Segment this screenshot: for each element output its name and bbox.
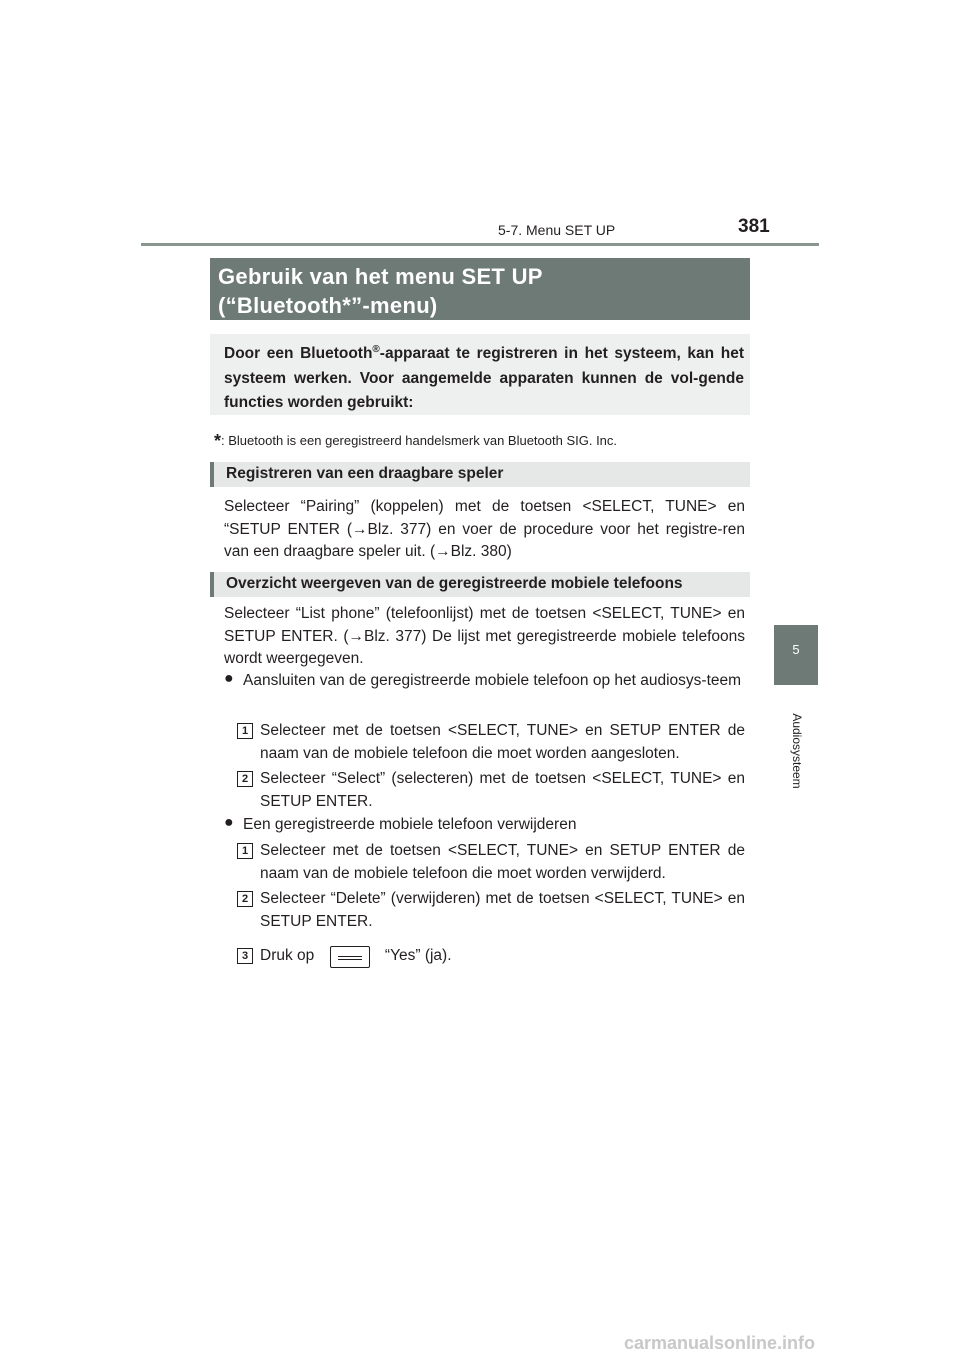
watermark: carmanualsonline.info [624, 1333, 816, 1353]
bullet-2-text: Een geregistreerde mobiele telefoon verwijderen [243, 816, 577, 833]
step-number-box: 1 [237, 843, 253, 859]
step-number-box: 1 [237, 723, 253, 739]
step-number-box: 2 [237, 771, 253, 787]
footnote [214, 431, 617, 452]
step-number-box: 3 [237, 948, 253, 964]
section2-body: Selecteer “List phone” (telefoonlijst) met de toetsen <SELECT, TUNE> en SETUP ENTER. (→Blz. 377) De lijst met geregistreerde mobiele telefoons wordt weergegeven. [224, 605, 745, 667]
section2-heading: Overzicht weergeven van de geregistreerde mobiele telefoons [210, 572, 750, 597]
intro-box [210, 334, 750, 415]
chapter-number: 5 [792, 642, 800, 657]
page-number: 381 [738, 216, 770, 237]
steering-switch-button-icon [330, 946, 370, 968]
step-text: Selecteer “Delete” (verwijderen) met de toetsen <SELECT, TUNE> en SETUP ENTER. [260, 890, 745, 930]
intro-text-rest: -apparaat te registreren in het systeem, kan het systeem werken. Voor aangemelde apparaten kunnen de vol-gende functies worden gebruikt: [224, 345, 744, 411]
step-text: Selecteer met de toetsen <SELECT, TUNE> en SETUP ENTER de naam van de mobiele telefoon die moet worden aangesloten. [260, 722, 745, 762]
step-text: Selecteer “Select” (selecteren) met de toetsen <SELECT, TUNE> en SETUP ENTER. [260, 770, 745, 810]
footnote-text: : Bluetooth is een geregistreerd handelsmerk van Bluetooth SIG. Inc. [221, 433, 618, 448]
page-title [210, 258, 750, 320]
bullet-1-text: Aansluiten van de geregistreerde mobiele telefoon op het audiosys-teem [243, 672, 742, 689]
section1-body: Selecteer “Pairing” (koppelen) met de toetsen <SELECT, TUNE> en “SETUP ENTER (→Blz. 377) en voer de procedure voor het registre-ren van een draagbare speler uit. (→Blz. 380) [224, 498, 745, 560]
registered-mark: ® [372, 343, 380, 355]
title-line-2: (“Bluetooth*”-menu) [218, 293, 438, 318]
bullet-1-dot: ● [224, 670, 234, 687]
intro-text-start: Door een Bluetooth [224, 345, 373, 362]
step-text: Selecteer met de toetsen <SELECT, TUNE> en SETUP ENTER de naam van de mobiele telefoon die moet worden verwijderd. [260, 842, 745, 882]
step-number-box: 2 [237, 891, 253, 907]
step-text-before: Druk op [260, 947, 315, 964]
bullet-2-dot: ● [224, 814, 234, 831]
section1-heading: Registreren van een draagbare speler [210, 462, 750, 487]
footnote-star: * [214, 431, 222, 451]
chapter-label: Audiosysteem [790, 713, 804, 789]
section-header: 5-7. Menu SET UP [498, 222, 616, 238]
title-line-1: Gebruik van het menu SET UP [218, 264, 543, 289]
header-rule [141, 243, 819, 246]
step-text-after: “Yes” (ja). [384, 947, 452, 964]
